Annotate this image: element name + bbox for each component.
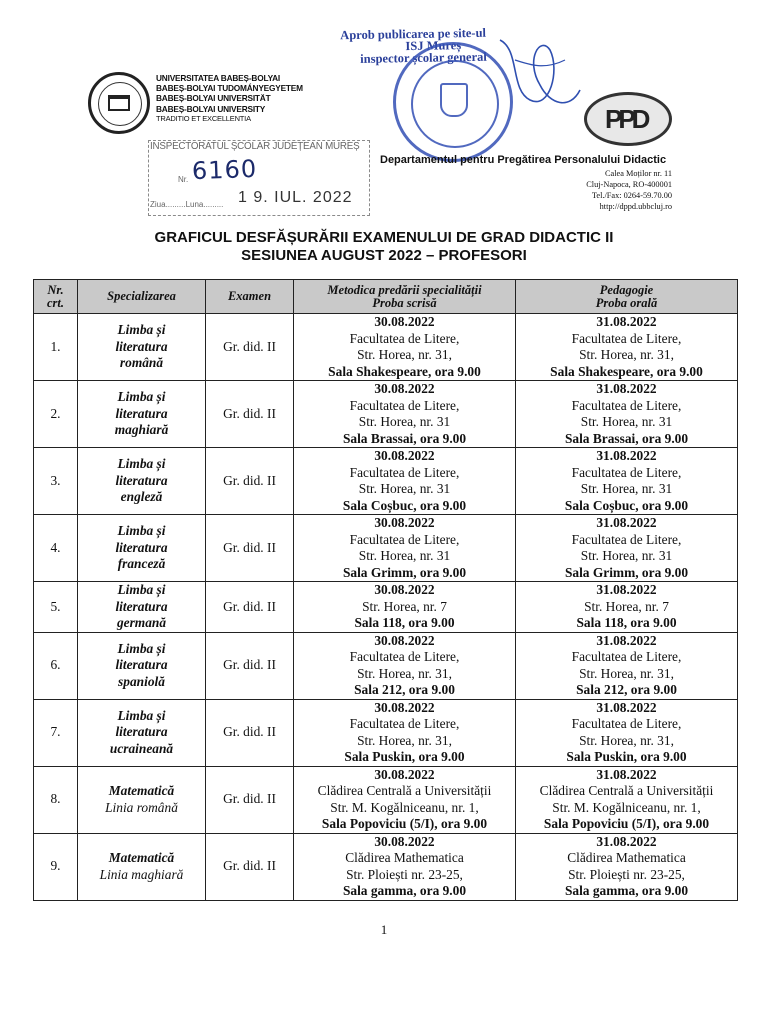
address-city: Cluj-Napoca, RO-400001 [586, 180, 672, 189]
table-row [34, 582, 738, 633]
metodica-cell [294, 448, 516, 515]
university-logo [88, 72, 150, 134]
exam-cell: Gr. did. II [206, 381, 294, 448]
exam-date: 30.08.2022 [374, 766, 435, 782]
header-metodica [294, 280, 516, 314]
specialization-cell [78, 381, 206, 448]
specialization-line: spaniolă [118, 673, 165, 689]
table-row [34, 699, 738, 766]
address-street: Calea Moților nr. 11 [605, 169, 672, 178]
specialization-line: maghiară [114, 422, 169, 438]
exam-location-line: Facultatea de Litere, [571, 531, 682, 547]
exam-location-line: Clădirea Mathematica [567, 850, 686, 865]
specialization-subline: Linia română [105, 799, 178, 815]
specialization-cell [78, 766, 206, 833]
exam-room: Sala Popoviciu (5/I), ora 9.00 [321, 816, 488, 831]
exam-room: Sala 212, ora 9.00 [354, 682, 455, 697]
department-name: Departamentul pentru Pregătirea Personalului Didactic [380, 154, 667, 166]
exam-location-line: Clădirea Mathematica [345, 850, 464, 865]
pedagogie-cell [516, 515, 738, 582]
exam-location-line: Facultatea de Litere, [571, 397, 682, 413]
specialization-line: literatura [115, 598, 168, 614]
header-metodica-line1: Metodica predării specialității [327, 283, 482, 297]
university-name-ro: UNIVERSITATEA BABEȘ-BOLYAI [156, 73, 281, 83]
approval-line-1: Aprob publicarea pe site-ul [340, 25, 487, 43]
exam-date: 31.08.2022 [596, 766, 657, 782]
exam-location-line: Str. Horea, nr. 31 [358, 548, 451, 563]
exam-date: 30.08.2022 [374, 582, 435, 597]
exam-room: Sala 212, ora 9.00 [576, 682, 677, 697]
metodica-cell [294, 582, 516, 633]
exam-date: 31.08.2022 [596, 632, 657, 648]
exam-room: Sala Shakespeare, ora 9.00 [328, 363, 481, 379]
row-number-cell: 9. [34, 833, 78, 900]
exam-location-line: Facultatea de Litere, [349, 464, 460, 480]
specialization-cell [78, 632, 206, 699]
specialization-cell [78, 448, 206, 515]
document-subtitle: SESIUNEA AUGUST 2022 – PROFESORI [241, 247, 527, 264]
exam-room: Sala Brassai, ora 9.00 [564, 430, 689, 446]
exam-date: 30.08.2022 [374, 632, 435, 648]
exam-location-line: Str. Horea, nr. 31 [580, 414, 673, 429]
specialization-line: literatura [115, 539, 168, 555]
exam-location-line: Str. Ploiești nr. 23-25, [568, 866, 685, 882]
exam-date: 31.08.2022 [596, 381, 657, 396]
metodica-cell [294, 766, 516, 833]
exam-location-line: Str. Horea, nr. 31, [579, 347, 674, 362]
specialization-line: germană [116, 615, 167, 630]
exam-location-line: Facultatea de Litere, [349, 716, 460, 731]
pedagogie-cell [516, 833, 738, 900]
specialization-cell [78, 314, 206, 381]
exam-cell: Gr. did. II [206, 582, 294, 633]
exam-location-line: Str. M. Kogălniceanu, nr. 1, [552, 799, 701, 815]
exam-cell: Gr. did. II [206, 448, 294, 515]
table-row [34, 381, 738, 448]
specialization-cell [78, 833, 206, 900]
exam-location-line: Str. Horea, nr. 31 [580, 548, 673, 563]
header-metodica-line2: Proba scrisă [372, 295, 437, 310]
exam-location-line: Facultatea de Litere, [349, 330, 460, 346]
pedagogie-cell [516, 448, 738, 515]
exam-location-line: Clădirea Centrală a Universității [539, 783, 714, 798]
specialization-line: literatura [115, 338, 168, 354]
metodica-cell [294, 515, 516, 582]
exam-location-line: Clădirea Centrală a Universității [317, 783, 492, 798]
registration-date-label: Ziua.........Luna......... [150, 200, 224, 209]
exam-location-line: Str. Horea, nr. 31, [357, 665, 452, 681]
pedagogie-cell [516, 314, 738, 381]
table-row [34, 833, 738, 900]
exam-location-line: Facultatea de Litere, [349, 397, 460, 413]
row-number-cell: 1. [34, 314, 78, 381]
exam-location-line: Str. M. Kogălniceanu, nr. 1, [330, 799, 479, 815]
university-name-hu: BABEȘ-BOLYAI TUDOMÁNYEGYETEM [156, 83, 303, 94]
exam-location-line: Facultatea de Litere, [571, 464, 682, 480]
row-number-cell: 6. [34, 632, 78, 699]
specialization-line: Limba și [117, 389, 166, 405]
specialization-line: Limba și [117, 456, 166, 472]
metodica-cell [294, 632, 516, 699]
specialization-line: engleză [120, 489, 163, 505]
exam-room: Sala Popoviciu (5/I), ora 9.00 [543, 816, 710, 831]
registration-date: 1 9. IUL. 2022 [238, 189, 353, 206]
exam-date: 31.08.2022 [596, 314, 657, 329]
exam-room: Sala Grimm, ora 9.00 [564, 564, 689, 580]
exam-cell: Gr. did. II [206, 632, 294, 699]
exam-location-line: Str. Horea, nr. 31, [357, 347, 452, 362]
exam-location-line: Facultatea de Litere, [571, 649, 682, 664]
exam-room: Sala Puskin, ora 9.00 [344, 749, 465, 764]
specialization-line: Matematică [108, 850, 175, 865]
specialization-line: Matematică [108, 783, 175, 798]
row-number-cell: 5. [34, 582, 78, 633]
specialization-line: literatura [115, 724, 168, 740]
exam-room: Sala 118, ora 9.00 [576, 615, 677, 630]
pedagogie-cell [516, 582, 738, 633]
exam-date: 31.08.2022 [596, 833, 657, 849]
table-row [34, 448, 738, 515]
registration-stamp-title: INSPECTORATUL ȘCOLAR JUDEȚEAN MUREȘ [150, 141, 360, 152]
document-title: GRAFICUL DESFĂȘURĂRII EXAMENULUI DE GRAD DIDACTIC II [154, 229, 614, 246]
header-pedagogie [516, 280, 738, 314]
exam-room: Sala Puskin, ora 9.00 [566, 749, 687, 764]
specialization-line: franceză [117, 556, 166, 572]
row-number-cell: 7. [34, 699, 78, 766]
header-spec: Specializarea [78, 280, 206, 314]
page-number: 1 [380, 922, 388, 937]
exam-location-line: Str. Horea, nr. 31 [358, 414, 451, 429]
table-row [34, 515, 738, 582]
specialization-cell [78, 515, 206, 582]
address-phone: Tel./Fax: 0264-59.70.00 [591, 191, 672, 200]
exam-location-line: Facultatea de Litere, [571, 330, 682, 346]
metodica-cell [294, 314, 516, 381]
header-nr [34, 280, 78, 314]
exam-cell: Gr. did. II [206, 699, 294, 766]
exam-room: Sala 118, ora 9.00 [354, 615, 455, 630]
header-exam: Examen [206, 280, 294, 314]
header-nr-line2: crt. [46, 295, 64, 310]
exam-location-line: Str. Horea, nr. 7 [584, 598, 669, 614]
row-number-cell: 8. [34, 766, 78, 833]
approval-line-3: inspector școlar general [360, 49, 487, 66]
exam-location-line: Facultatea de Litere, [571, 716, 682, 731]
exam-room: Sala gamma, ora 9.00 [342, 883, 467, 898]
specialization-line: Limba și [117, 523, 166, 539]
specialization-line: literatura [115, 657, 168, 673]
exam-cell: Gr. did. II [206, 766, 294, 833]
row-number-cell: 2. [34, 381, 78, 448]
exam-cell: Gr. did. II [206, 314, 294, 381]
exam-location-line: Str. Horea, nr. 31, [357, 732, 452, 748]
exam-location-line: Str. Horea, nr. 31 [358, 481, 451, 496]
exam-room: Sala Shakespeare, ora 9.00 [550, 363, 703, 379]
exam-cell: Gr. did. II [206, 833, 294, 900]
dppd-logo: PPD [584, 92, 672, 146]
exam-location-line: Str. Horea, nr. 31 [580, 481, 673, 496]
university-name-en: BABEȘ-BOLYAI UNIVERSITY [156, 103, 266, 114]
specialization-line: ucraineană [109, 740, 174, 756]
registration-nr-label: Nr. [178, 175, 189, 184]
table-row [34, 632, 738, 699]
specialization-line: Limba și [117, 582, 166, 597]
row-number-cell: 3. [34, 448, 78, 515]
specialization-line: Limba și [117, 707, 166, 723]
specialization-cell [78, 582, 206, 633]
row-number-cell: 4. [34, 515, 78, 582]
university-motto: TRADITIO ET EXCELLENTIA [156, 113, 251, 123]
signature [470, 30, 590, 120]
pedagogie-cell [516, 632, 738, 699]
exam-location-line: Str. Horea, nr. 31, [579, 665, 674, 681]
exam-date: 30.08.2022 [374, 448, 435, 463]
specialization-line: literatura [115, 405, 168, 421]
approval-line-2: ISJ Mureș [405, 38, 462, 54]
exam-room: Sala Coșbuc, ora 9.00 [342, 497, 467, 513]
metodica-cell [294, 381, 516, 448]
pedagogie-cell [516, 381, 738, 448]
exam-location-line: Facultatea de Litere, [349, 531, 460, 547]
pedagogie-cell [516, 766, 738, 833]
exam-date: 31.08.2022 [596, 699, 657, 715]
exam-location-line: Str. Horea, nr. 31, [579, 732, 674, 748]
exam-room: Sala gamma, ora 9.00 [564, 883, 689, 898]
address-website-link[interactable]: http://dppd.ubbcluj.ro [599, 202, 672, 211]
exam-date: 30.08.2022 [374, 515, 435, 530]
exam-date: 30.08.2022 [374, 314, 435, 329]
exam-location-line: Facultatea de Litere, [349, 649, 460, 664]
table-header-row [34, 280, 738, 314]
header-pedagogie-line1: Pedagogie [599, 283, 654, 297]
table-row [34, 766, 738, 833]
specialization-line: Limba și [117, 322, 166, 338]
pedagogie-cell [516, 699, 738, 766]
exam-date: 31.08.2022 [596, 582, 657, 597]
coat-of-arms-icon [440, 83, 468, 117]
exam-date: 30.08.2022 [374, 699, 435, 715]
exam-date: 31.08.2022 [596, 448, 657, 463]
exam-date: 31.08.2022 [596, 515, 657, 530]
specialization-line: Limba și [117, 640, 166, 656]
exam-location-line: Str. Ploiești nr. 23-25, [346, 866, 463, 882]
university-name-de: BABEȘ-BOLYAI UNIVERSITÄT [156, 93, 271, 104]
header-pedagogie-line2: Proba orală [595, 295, 658, 310]
exam-room: Sala Brassai, ora 9.00 [342, 430, 467, 446]
exam-location-line: Str. Horea, nr. 7 [362, 598, 447, 614]
metodica-cell [294, 833, 516, 900]
exam-date: 30.08.2022 [374, 381, 435, 396]
table-row [34, 314, 738, 381]
exam-date: 30.08.2022 [374, 833, 435, 849]
department-address [586, 168, 672, 212]
specialization-line: română [119, 355, 164, 371]
specialization-cell [78, 699, 206, 766]
metodica-cell [294, 699, 516, 766]
registration-number: 6160 [191, 154, 258, 186]
exam-cell: Gr. did. II [206, 515, 294, 582]
schedule-table [33, 279, 738, 901]
exam-room: Sala Grimm, ora 9.00 [342, 564, 467, 580]
exam-room: Sala Coșbuc, ora 9.00 [564, 497, 689, 513]
specialization-subline: Linia maghiară [99, 866, 184, 882]
specialization-line: literatura [115, 472, 168, 488]
university-names [156, 73, 303, 124]
header-nr-line1: Nr. [47, 283, 64, 297]
